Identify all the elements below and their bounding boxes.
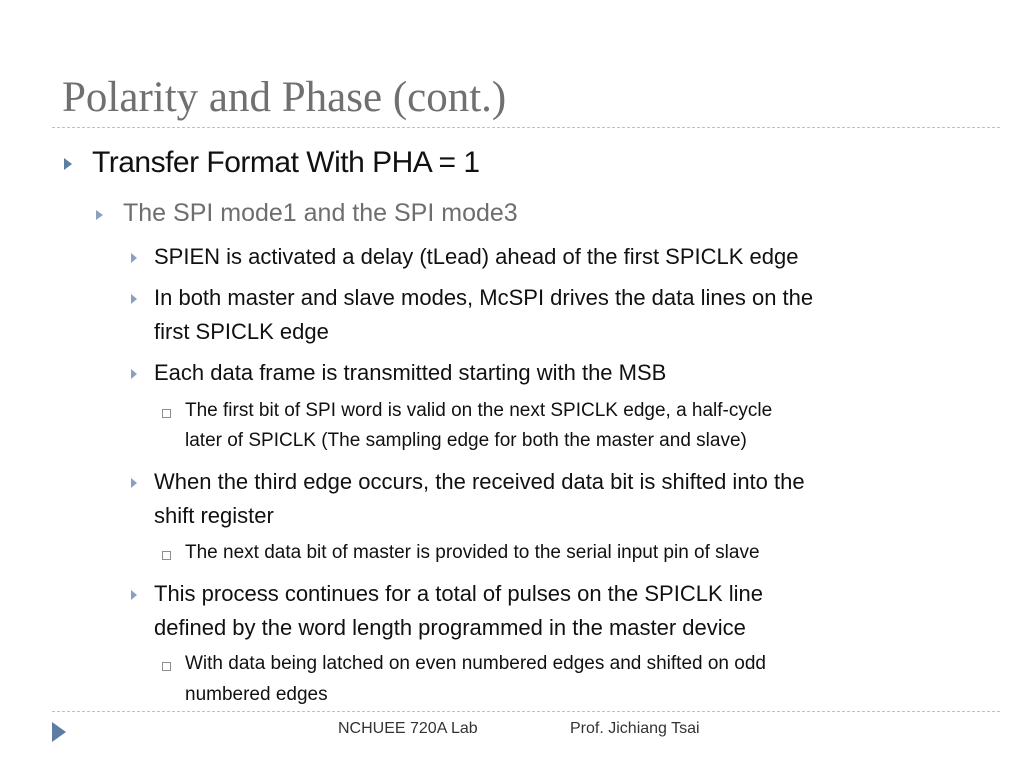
triangle-bullet-icon	[96, 210, 103, 220]
bullet-point-2-line-2: first SPICLK edge	[154, 319, 329, 344]
square-bullet-icon	[162, 551, 171, 560]
level2-heading: The SPI mode1 and the SPI mode3	[123, 199, 518, 227]
footer-professor-name: Prof. Jichiang Tsai	[570, 720, 700, 737]
triangle-bullet-icon	[131, 253, 137, 263]
slide-title: Polarity and Phase (cont.)	[62, 74, 507, 121]
title-divider	[52, 127, 1000, 128]
bullet-point-2-line-1: In both master and slave modes, McSPI drives the data lines on the	[154, 285, 814, 310]
sub-point-5-line-2: numbered edges	[185, 684, 328, 705]
bullet-point-4-line-1: When the third edge occurs, the received data bit is shifted into the	[154, 469, 805, 494]
square-bullet-icon	[162, 662, 171, 671]
triangle-bullet-icon	[131, 590, 137, 600]
triangle-bullet-icon	[131, 478, 137, 488]
footer-lab-name: NCHUEE 720A Lab	[338, 720, 478, 737]
triangle-bullet-icon	[131, 294, 137, 304]
sub-point-4: The next data bit of master is provided to the serial input pin of slave	[185, 542, 760, 563]
triangle-bullet-icon	[64, 158, 72, 170]
next-slide-arrow-icon[interactable]	[52, 722, 66, 742]
sub-point-5-line-1: With data being latched on even numbered edges and shifted on odd	[185, 653, 766, 674]
triangle-bullet-icon	[131, 369, 137, 379]
bullet-point-3: Each data frame is transmitted starting with the MSB	[154, 360, 667, 385]
square-bullet-icon	[162, 409, 171, 418]
footer-divider	[52, 711, 1000, 712]
bullet-point-5-line-1: This process continues for a total of pulses on the SPICLK line	[154, 581, 763, 606]
bullet-point-5-line-2: defined by the word length programmed in the master device	[154, 615, 746, 640]
level1-heading: Transfer Format With PHA = 1	[92, 146, 480, 179]
sub-point-3-line-1: The first bit of SPI word is valid on the next SPICLK edge, a half-cycle	[185, 400, 773, 421]
sub-point-3-line-2: later of SPICLK (The sampling edge for both the master and slave)	[185, 430, 747, 451]
bullet-point-4-line-2: shift register	[154, 503, 274, 528]
bullet-point-1: SPIEN is activated a delay (tLead) ahead of the first SPICLK edge	[154, 244, 799, 269]
